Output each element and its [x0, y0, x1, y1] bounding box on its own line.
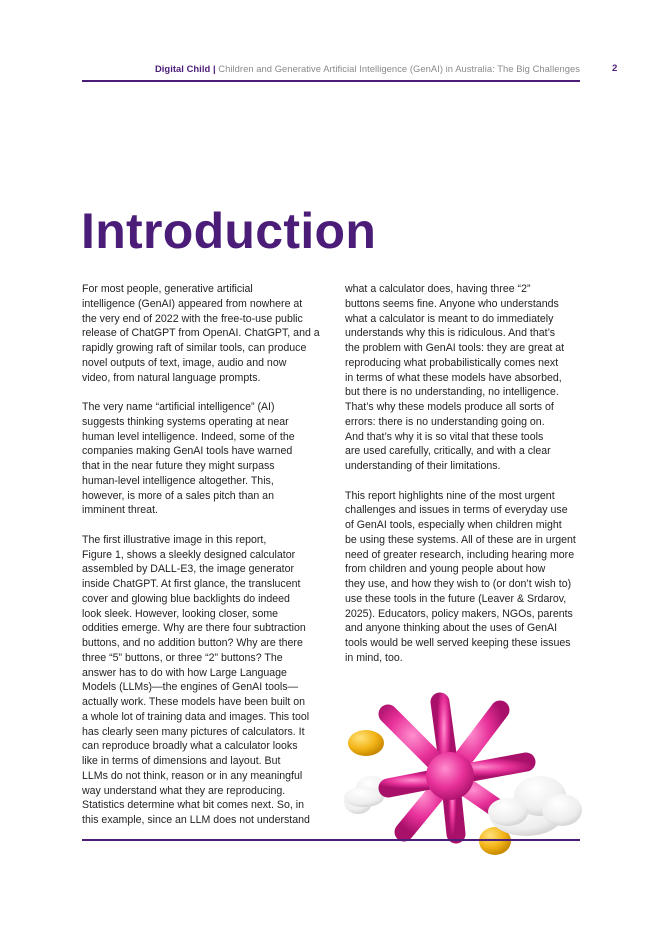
body-paragraph [345, 282, 585, 474]
text-line: That’s why these models produce all sorts of [345, 401, 554, 413]
text-line: errors: there is no understanding going on. [345, 415, 545, 428]
body-paragraph [82, 533, 322, 828]
text-line: like in terms of dimensions and layout. But [82, 755, 281, 767]
text-line: companies making GenAI tools have warned [82, 445, 293, 458]
header-separator: | [212, 63, 216, 74]
text-line: what a calculator does, having three “2” [345, 283, 531, 295]
text-line: human level intelligence. Indeed, some of the [82, 430, 295, 443]
text-line: buttons seems fine. Anyone who understands [345, 297, 559, 310]
text-line: imminent threat. [82, 504, 158, 517]
text-line: this example, since an LLM does not understand [82, 814, 310, 826]
text-line: release of ChatGPT from OpenAI. ChatGPT, and a [82, 327, 320, 340]
text-line: look sleek. However, looking closer, some [82, 607, 279, 620]
text-line: a whole lot of training data and images. This tool [82, 710, 310, 723]
text-line: answer has to do with how Large Language [82, 666, 287, 679]
text-line: 2025). Educators, policy makers, NGOs, parents [345, 607, 573, 620]
text-line: be using these systems. All of these are in urgent [345, 533, 576, 546]
text-line: assembled by DALL-E3, the image generator [82, 563, 294, 576]
text-line: are used carefully, critically, and with a clear [345, 445, 551, 458]
text-line: way understand what they are reproducing. [82, 784, 286, 797]
text-line: from children and young people about how [345, 563, 546, 576]
text-line: novel outputs of text, image, audio and now [82, 356, 287, 369]
text-line: understanding of their limitations. [345, 460, 501, 472]
header-rule [82, 80, 580, 82]
text-line: need of greater research, including hearing more [345, 548, 575, 561]
text-line: The first illustrative image in this report, [82, 533, 267, 546]
text-line: reproducing what probabilistically comes next [345, 356, 559, 369]
body-paragraph [345, 489, 585, 666]
text-line: human-level intelligence altogether. This, [82, 474, 274, 487]
text-line: suggests thinking systems operating at near [82, 415, 289, 428]
yellow-sphere-left [348, 730, 384, 756]
text-line: This report highlights nine of the most urgent [345, 489, 555, 502]
text-line: the problem with GenAI tools: they are great at [345, 342, 565, 354]
text-line: Statistics determine what bit comes next. So, in [82, 799, 304, 812]
text-line: buttons, and no addition button? Why are there [82, 637, 303, 649]
body-paragraph [82, 400, 322, 518]
text-line: rapidly growing raft of similar tools, can produce [82, 342, 307, 354]
text-line: but there is no understanding, no intelligence. [345, 386, 559, 399]
text-line: And that’s why it is so vital that these tools [345, 430, 544, 443]
right-column [345, 282, 585, 680]
text-line: actually work. These models have been built on [82, 696, 305, 708]
running-header [82, 63, 580, 74]
text-line: of GenAI tools, especially when children might [345, 519, 562, 531]
text-line: video, from natural language prompts. [82, 371, 261, 384]
text-line: oddities emerge. Why are there four subtraction [82, 622, 306, 635]
text-line: however, is more of a sales pitch than an [82, 489, 274, 502]
page-number: 2 [612, 63, 618, 74]
header-title: Children and Generative Artificial Intelligence (GenAI) in Australia: The Big Challenges [218, 63, 580, 74]
text-line: Figure 1, shows a sleekly designed calculator [82, 548, 296, 561]
text-line: three “5” buttons, or three “2” buttons? The [82, 651, 283, 664]
footer-rule [82, 839, 580, 841]
text-line: understands why this is ridiculous. And that’s [345, 327, 556, 340]
text-line: challenges and issues in terms of everyday use [345, 504, 568, 517]
text-line: Models (LLMs)—the engines of GenAI tools— [82, 681, 299, 694]
text-line: the very end of 2022 with the free-to-use public [82, 312, 303, 325]
text-line: has clearly seen many pictures of calculators. It [82, 725, 305, 738]
text-line: use these tools in the future (Leaver & Srdarov, [345, 592, 567, 605]
text-line: tools would be well served keeping these issues [345, 637, 571, 649]
text-line: what a calculator is meant to do immediately [345, 312, 554, 325]
text-line: inside ChatGPT. At first glance, the translucent [82, 578, 301, 590]
page-heading: Introduction [81, 203, 377, 259]
text-line: they use, and how they wish to (or don’t wish to) [345, 578, 572, 590]
text-line: For most people, generative artificial [82, 283, 253, 295]
text-line: can reproduce broadly what a calculator looks [82, 740, 298, 753]
text-line: LLMs do not think, reason or in any meaningful [82, 769, 303, 782]
body-paragraph [82, 282, 322, 385]
text-line: and anyone thinking about the uses of GenAI [345, 622, 558, 635]
cloud-right [488, 776, 582, 836]
text-line: The very name “artificial intelligence” (AI) [82, 401, 275, 413]
text-line: intelligence (GenAI) appeared from nowhere at [82, 297, 303, 310]
genai-star-illustration [340, 684, 585, 859]
text-line: that in the near future they might surpass [82, 460, 275, 472]
left-column [82, 282, 322, 843]
header-brand: Digital Child [154, 63, 211, 74]
text-line: in terms of what these models have absorbed, [345, 371, 562, 384]
text-line: in mind, too. [345, 651, 403, 664]
text-line: cover and glowing blue backlights do indeed [82, 592, 290, 605]
